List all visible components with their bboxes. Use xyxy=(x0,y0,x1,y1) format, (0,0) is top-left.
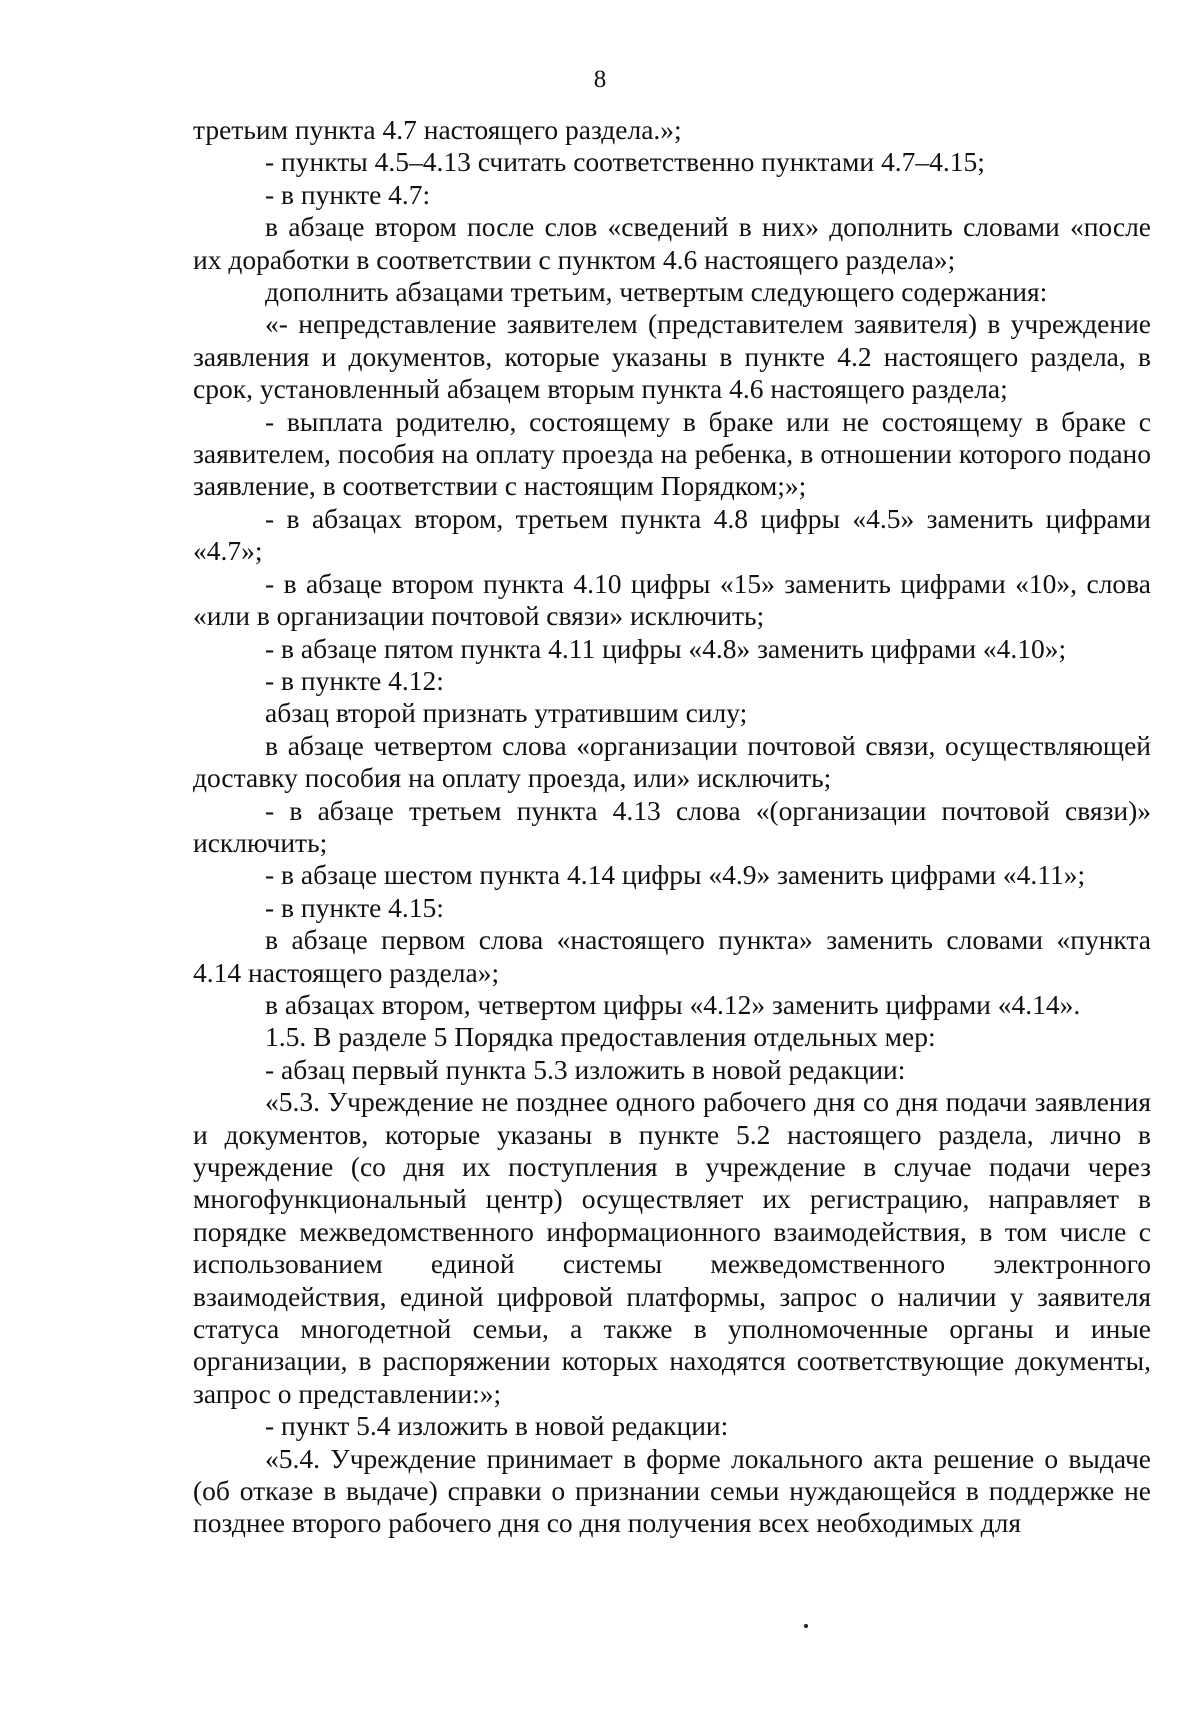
paragraph: - в пункте 4.12: xyxy=(265,664,444,696)
paragraph: 1.5. В разделе 5 Порядка предоставления отдельных мер: xyxy=(265,1021,936,1053)
paragraph: - в пункте 4.15: xyxy=(265,891,444,923)
scan-speck xyxy=(804,1624,808,1628)
paragraph: - абзац первый пункта 5.3 изложить в новой редакции: xyxy=(265,1053,906,1085)
paragraph: «- непредставление заявителем (представителем заявителя) в учреждение заявления и документов, которые указаны в пункте 4.2 настоящего раздела, в срок, установленный абзацем вторым пункта 4.6 настоящего раздела; xyxy=(193,308,1151,405)
paragraph: дополнить абзацами третьим, четвертым следующего содержания: xyxy=(265,276,1048,308)
paragraph: «5.4. Учреждение принимает в форме локального акта решение о выдаче (об отказе в выдаче) справки о признании семьи нуждающейся в поддержке не позднее второго рабочего дня со дня получения всех необходимых для xyxy=(193,1442,1151,1539)
document-body xyxy=(193,114,1151,1540)
paragraph: в абзацах втором, четвертом цифры «4.12» заменить цифрами «4.14». xyxy=(265,988,1081,1020)
paragraph: - пункты 4.5–4.13 считать соответственно пунктами 4.7–4.15; xyxy=(265,146,985,178)
page-number: 8 xyxy=(593,66,607,93)
paragraph: - в абзацах втором, третьем пункта 4.8 цифры «4.5» заменить цифрами «4.7»; xyxy=(193,502,1151,567)
paragraph: в абзаце четвертом слова «организации почтовой связи, осуществляющей доставку пособия на оплату проезда, или» исключить; xyxy=(193,729,1151,794)
paragraph: - пункт 5.4 изложить в новой редакции: xyxy=(265,1410,729,1442)
paragraph: - в абзаце третьем пункта 4.13 слова «(организации почтовой связи)» исключить; xyxy=(193,794,1151,858)
paragraph: «5.3. Учреждение не позднее одного рабочего дня со дня подачи заявления и документов, которые указаны в пункте 5.2 настоящего раздела, лично в учреждение (со дня их поступления в учреждение в случае подачи через многофункциональный центр) осуществляет их регистрацию, направляет в порядке межведомственного информационного взаимодействия, в том числе с использованием единой системы межведомственного электронного взаимодействия, единой цифровой платформы, запрос о наличии у заявителя статуса многодетной семьи, а также в уполномоченные органы и иные организации, в распоряжении которых находятся соответствующие документы, запрос о представлении:»; xyxy=(193,1086,1151,1409)
paragraph: - в абзаце втором пункта 4.10 цифры «15» заменить цифрами «10», слова «или в организации почтовой связи» исключить; xyxy=(193,567,1151,632)
paragraph: - выплата родителю, состоящему в браке или не состоящему в браке с заявителем, пособия на оплату проезда на ребенка, в отношении которого подано заявление, в соответствии с настоящим Порядком;»; xyxy=(193,405,1151,502)
paragraph: - в абзаце пятом пункта 4.11 цифры «4.8» заменить цифрами «4.10»; xyxy=(265,632,1067,664)
paragraph: в абзаце первом слова «настоящего пункта» заменить словами «пункта 4.14 настоящего раздела»; xyxy=(193,924,1151,988)
paragraph: абзац второй признать утратившим силу; xyxy=(265,697,748,729)
paragraph: в абзаце втором после слов «сведений в них» дополнить словами «после их доработки в соответствии с пунктом 4.6 настоящего раздела»; xyxy=(193,211,1151,275)
paragraph: - в пункте 4.7: xyxy=(265,178,431,210)
paragraph: третьим пункта 4.7 настоящего раздела.»; xyxy=(193,114,682,145)
paragraph: - в абзаце шестом пункта 4.14 цифры «4.9» заменить цифрами «4.11»; xyxy=(265,859,1086,891)
